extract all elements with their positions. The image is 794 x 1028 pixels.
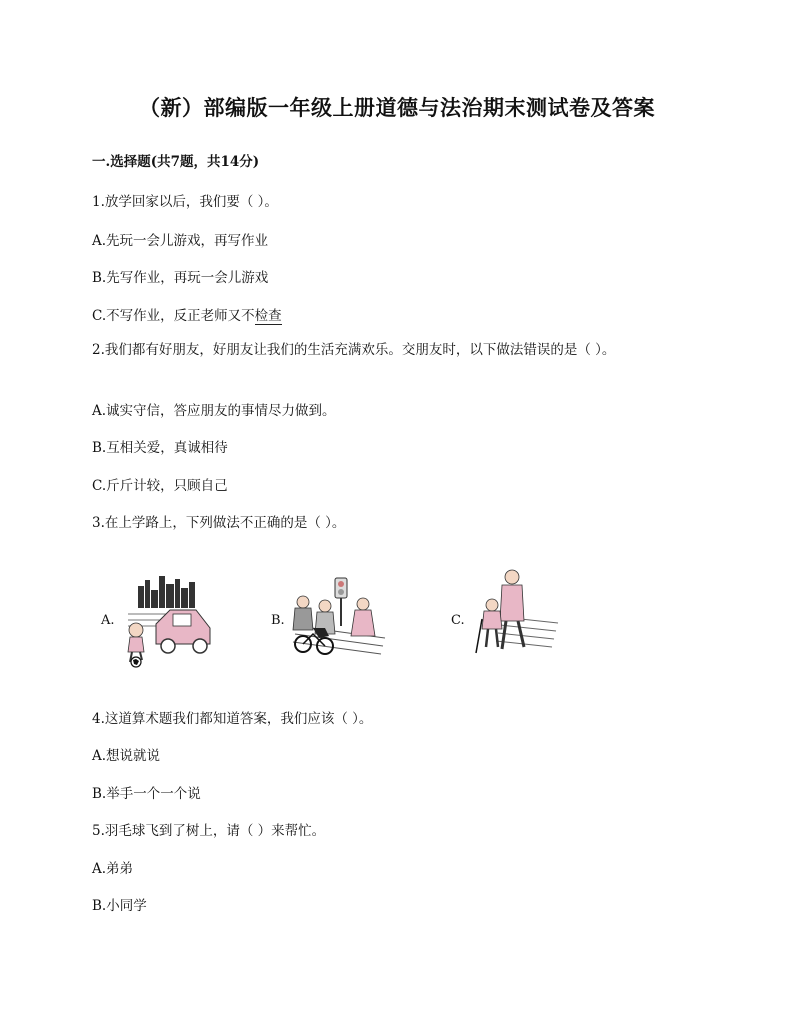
option-a-illustration [118, 574, 218, 668]
question-5-stem: 5.羽毛球飞到了树上，请（ ）来帮忙。 [92, 823, 326, 839]
question-3-stem: 3.在上学路上，下列做法不正确的是（ ）。 [92, 515, 346, 531]
question-5-option-a: A.弟弟 [92, 861, 134, 877]
question-3-option-b-label: B. [271, 613, 285, 628]
question-1-option-b: B.先写作业，再玩一会儿游戏 [92, 270, 269, 286]
question-1-option-c-text: C.不写作业，反正老师又不 [92, 308, 255, 324]
question-1-option-a: A.先玩一会儿游戏，再写作业 [92, 233, 269, 249]
question-4-option-b: B.举手一个一个说 [92, 786, 201, 802]
question-1-option-c-underlined: 检查 [254, 308, 282, 324]
question-1-stem: 1.放学回家以后，我们要（ ）。 [92, 194, 278, 210]
option-b-illustration [289, 576, 389, 658]
question-2-stem: 2.我们都有好朋友，好朋友让我们的生活充满欢乐。交朋友时，以下做法错误的是（ ）。 [92, 342, 616, 358]
question-1-option-c [92, 304, 282, 324]
question-5-option-b: B.小同学 [92, 898, 147, 914]
question-3-option-a-label: A. [101, 613, 115, 628]
question-4-option-a: A.想说就说 [92, 748, 161, 764]
page-title: （新）部编版一年级上册道德与法治期末测试卷及答案 [139, 95, 655, 120]
question-3-option-c-label: C. [451, 613, 465, 628]
question-2-option-c: C.斤斤计较，只顾自己 [92, 478, 228, 494]
option-c-illustration [472, 567, 562, 659]
question-2-option-b: B.互相关爱，真诚相待 [92, 440, 228, 456]
question-4-stem: 4.这道算术题我们都知道答案，我们应该（ ）。 [92, 711, 373, 727]
section-heading: 一.选择题(共7题，共14分) [92, 154, 260, 170]
question-2-option-a: A.诚实守信，答应朋友的事情尽力做到。 [92, 403, 336, 419]
